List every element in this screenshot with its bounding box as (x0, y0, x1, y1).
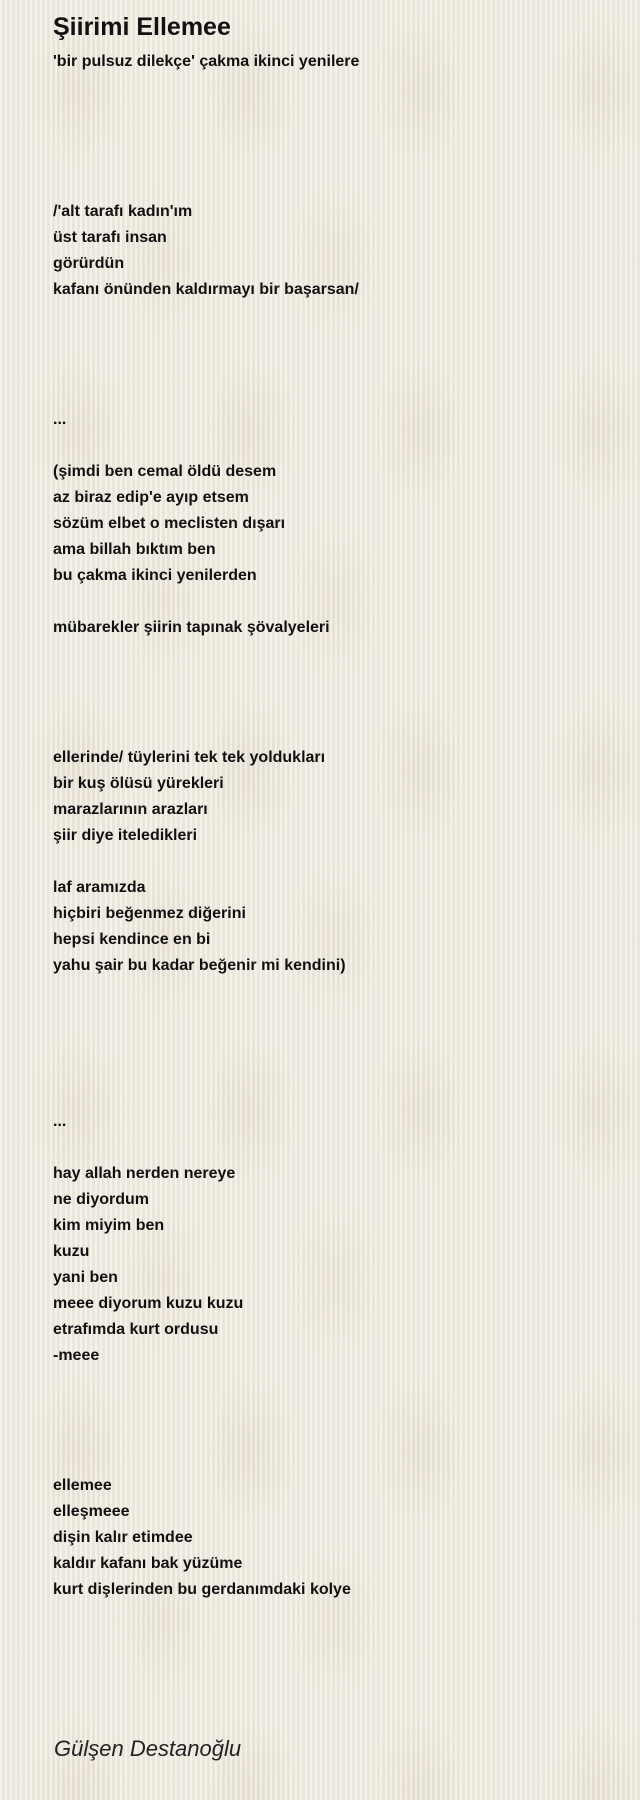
poem-line: yani ben (53, 1269, 118, 1286)
poem-line: hiçbiri beğenmez diğerini (53, 905, 246, 922)
poem-line: elleşmeee (53, 1503, 130, 1520)
poem-line: ellemee (53, 1477, 112, 1494)
poem-line: bir kuş ölüsü yürekleri (53, 775, 224, 792)
poem-line: -meee (53, 1347, 100, 1364)
stanza-gap (53, 979, 613, 1109)
poem-line: kafanı önünden kaldırmayı bir başarsan/ (53, 281, 359, 298)
poem-line: kim miyim ben (53, 1217, 165, 1234)
poem-line: laf aramızda (53, 879, 146, 896)
stanza-gap (53, 1369, 613, 1473)
poem-line: ellerinde/ tüylerini tek tek yoldukları (53, 749, 326, 766)
poem-line: ama billah bıktım ben (53, 541, 216, 558)
poem-line: etrafımda kurt ordusu (53, 1321, 219, 1338)
poem-line: (şimdi ben cemal öldü desem (53, 463, 277, 480)
poem-body (53, 199, 613, 1603)
poem-line: meee diyorum kuzu kuzu (53, 1295, 244, 1312)
poem-line: ... (53, 1113, 67, 1130)
poem-line: hay allah nerden nereye (53, 1165, 236, 1182)
poem-line: şiir diye iteledikleri (53, 827, 198, 844)
stanza (53, 1109, 613, 1135)
stanza-gap (53, 433, 613, 459)
stanza (53, 1161, 613, 1369)
stanza-gap (53, 589, 613, 615)
stanza-gap (53, 641, 613, 745)
stanza (53, 199, 613, 303)
poem-line: mübarekler şiirin tapınak şövalyeleri (53, 619, 330, 636)
poem-line: görürdün (53, 255, 125, 272)
stanza-gap (53, 303, 613, 407)
poem-line: /'alt tarafı kadın'ım (53, 203, 193, 220)
poem-author: Gülşen Destanoğlu (54, 1736, 242, 1761)
stanza-gap (53, 1135, 613, 1161)
stanza (53, 745, 613, 849)
stanza (53, 1473, 613, 1603)
poem-line: dişin kalır etimdee (53, 1529, 193, 1546)
poem-subtitle: 'bir pulsuz dilekçe' çakma ikinci yenilere (53, 53, 360, 70)
poem-line: üst tarafı insan (53, 229, 167, 246)
stanza (53, 875, 613, 979)
stanza (53, 407, 613, 433)
poem-line: az biraz edip'e ayıp etsem (53, 489, 249, 506)
poem-line: marazlarının arazları (53, 801, 208, 818)
poem-line: kaldır kafanı bak yüzüme (53, 1555, 243, 1572)
poem-line: yahu şair bu kadar beğenir mi kendini) (53, 957, 346, 974)
poem-line: hepsi kendince en bi (53, 931, 211, 948)
stanza-gap (53, 849, 613, 875)
poem-line: ... (53, 411, 67, 428)
poem-page (53, 10, 613, 1603)
poem-line: sözüm elbet o meclisten dışarı (53, 515, 286, 532)
poem-line: ne diyordum (53, 1191, 150, 1208)
poem-title: Şiirimi Ellemee (53, 13, 231, 41)
poem-line: bu çakma ikinci yenilerden (53, 567, 257, 584)
poem-line: kurt dişlerinden bu gerdanımdaki kolye (53, 1581, 351, 1598)
stanza (53, 615, 613, 641)
poem-line: kuzu (53, 1243, 90, 1260)
stanza (53, 459, 613, 589)
